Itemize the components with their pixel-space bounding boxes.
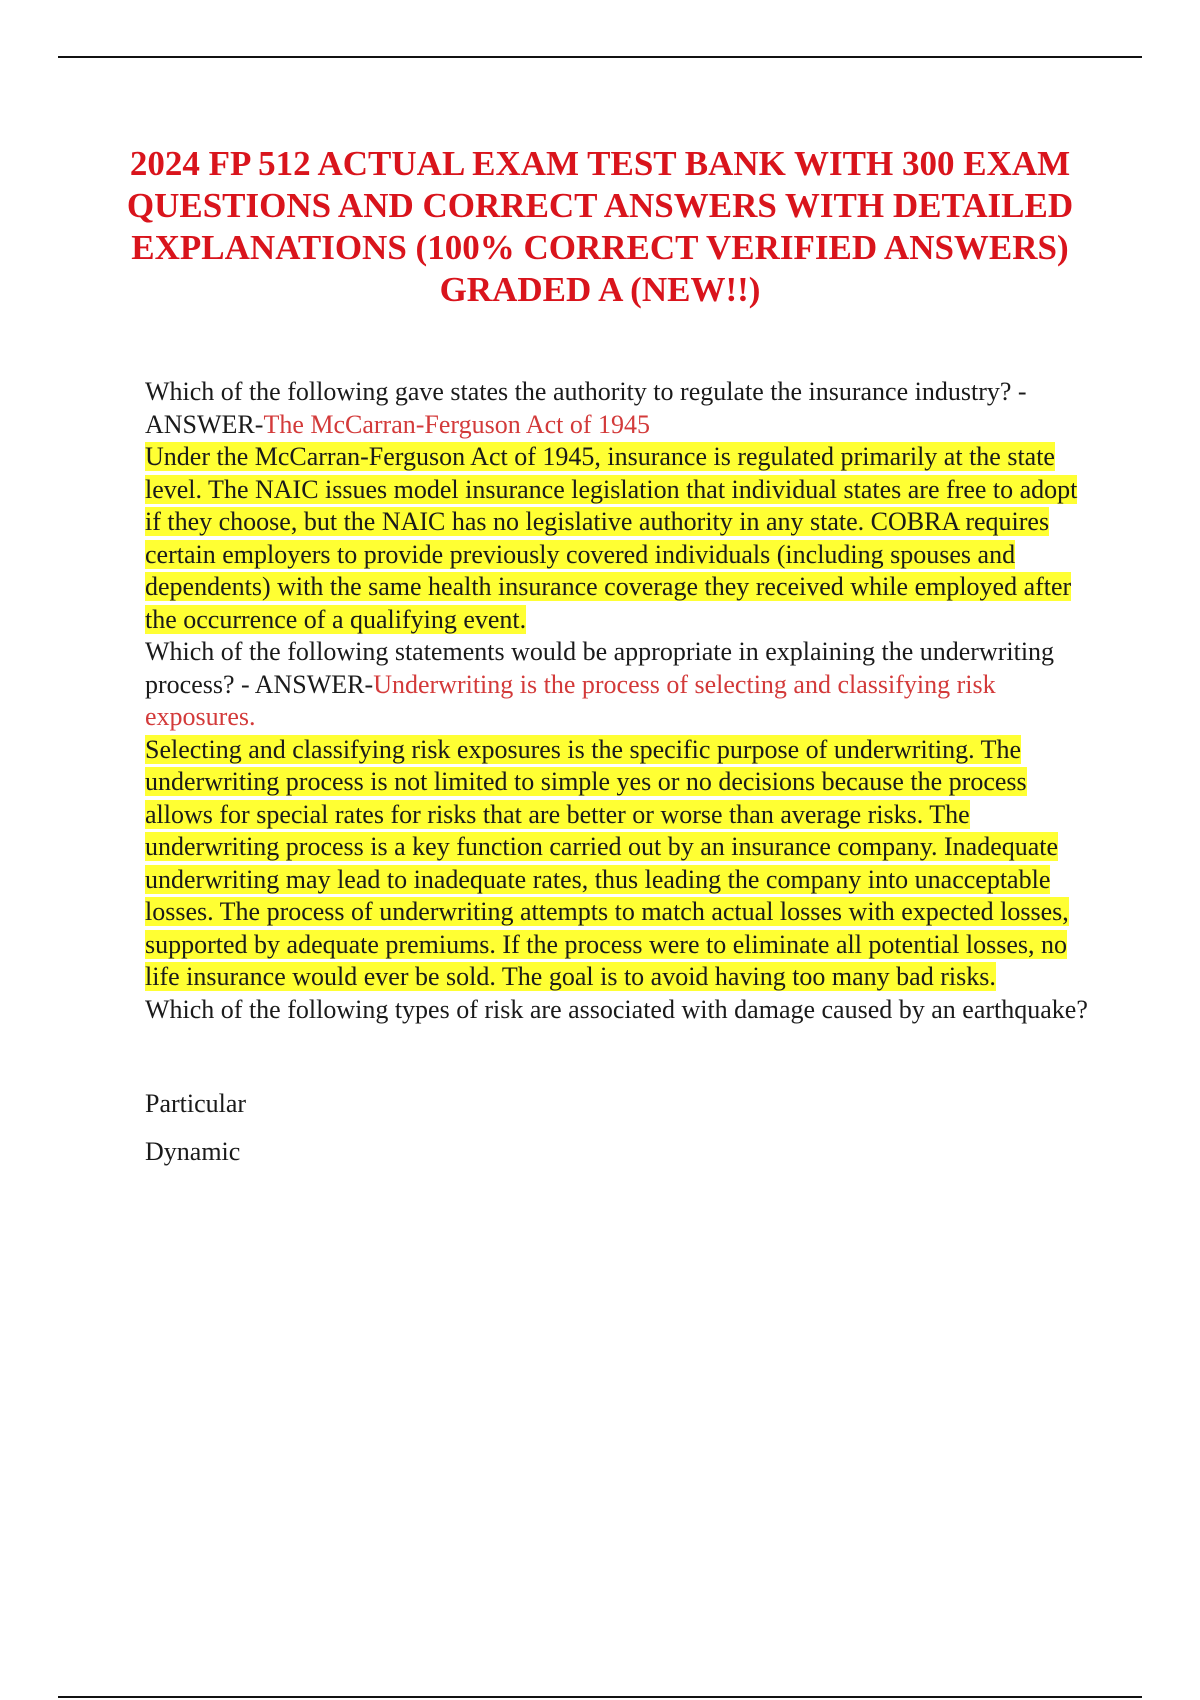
- question-1-answer: The McCarran-Ferguson Act of 1945: [263, 409, 650, 439]
- question-2: [145, 636, 1095, 734]
- top-rule: [58, 56, 1142, 58]
- option-particular: Particular: [145, 1089, 247, 1118]
- question-1: [145, 376, 1095, 441]
- question-2-text: Which of the following statements would be appropriate in explaining the underwriting process? - ANSWER-: [145, 637, 1055, 699]
- question-1-text: Which of the following gave states the authority to regulate the insurance industry? - ANSWER-: [145, 377, 1027, 439]
- explanation-2-text: Selecting and classifying risk exposures is the specific purpose of underwriting. The underwriting process is not limited to simple yes or no decisions because the process allows for special rates for risks that are better or worse than average risks. The underwriting process is a key function carried out by an insurance company. Inadequate underwriting may lead to inadequate rates, thus leading the company into unacceptable losses. The process of underwriting attempts to match actual losses with expected losses, supported by adequate premiums. If the process were to eliminate all potential losses, no life insurance would ever be sold. The goal is to avoid having too many bad risks.: [145, 734, 1069, 991]
- explanation-1: [145, 441, 1095, 636]
- explanation-1-text: Under the McCarran-Ferguson Act of 1945, insurance is regulated primarily at the state level. The NAIC issues model insurance legislation that individual states are free to adopt if they choose, but the NAIC has no legislative authority in any state. COBRA requires certain employers to provide previously covered individuals (including spouses and dependents) with the same health insurance coverage they received while employed after the occurrence of a qualifying event.: [145, 442, 1078, 634]
- question-3: [145, 994, 1095, 1027]
- document-body: [145, 376, 1095, 1168]
- bottom-rule: [58, 1696, 1142, 1698]
- explanation-2: [145, 734, 1095, 994]
- question-3-text: Which of the following types of risk are associated with damage caused by an earthquake?: [145, 994, 1088, 1024]
- question-2-answer: Underwriting is the process of selecting and classifying risk exposures.: [145, 669, 996, 731]
- option-dynamic: Dynamic: [145, 1136, 241, 1166]
- document-title: 2024 FP 512 ACTUAL EXAM TEST BANK WITH 300 EXAM QUESTIONS AND CORRECT ANSWERS WITH DETAILED EXPLANATIONS (100% CORRECT VERIFIED ANSWERS) GRADED A (NEW!!): [126, 144, 1074, 309]
